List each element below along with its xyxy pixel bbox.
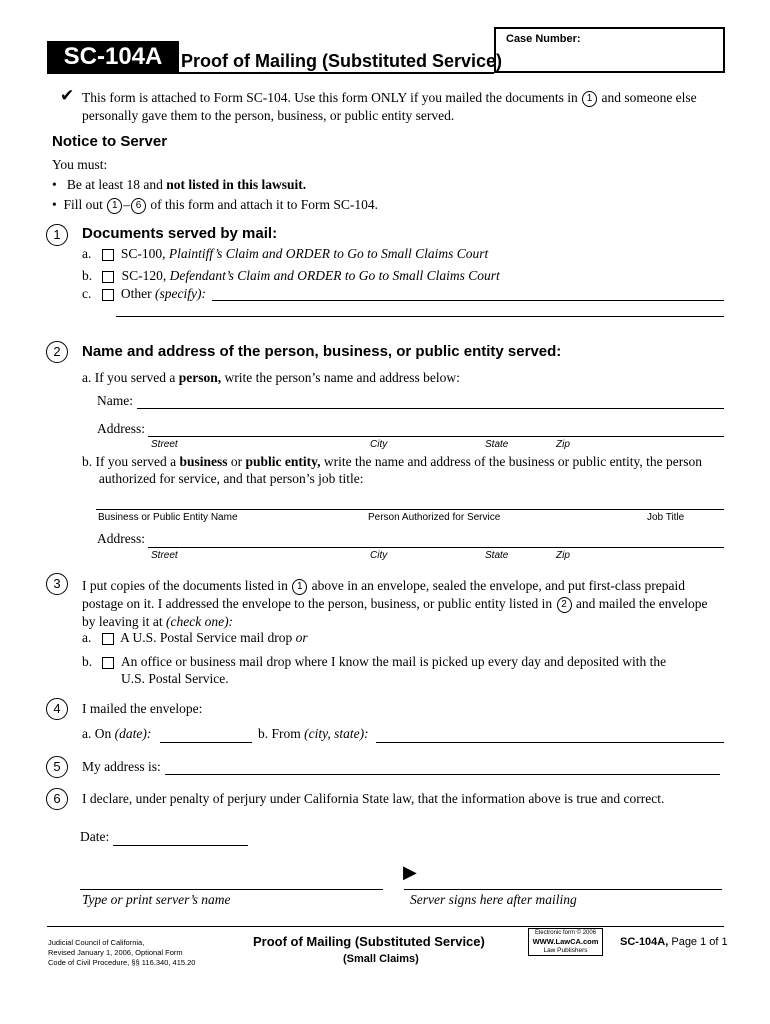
date-label: Date: [80, 829, 110, 844]
notice-bullet-2: • Fill out 1 – 6 of this form and attach it to Form SC-104. [52, 197, 378, 212]
s2-business-label: Business or Public Entity Name [98, 512, 238, 523]
s1-checkbox-c[interactable] [102, 289, 114, 301]
s2-address-field[interactable] [148, 436, 724, 437]
case-number-label: Case Number: [506, 33, 581, 45]
s3-item-a: a. A U.S. Postal Service mail drop or [82, 630, 308, 645]
s2-address-field-2[interactable] [148, 547, 724, 548]
s2-state-label: State [485, 439, 509, 450]
footer-rule [47, 926, 724, 927]
s2-street-label-2: Street [151, 550, 178, 561]
s2-city-label: City [370, 439, 388, 450]
notice-you-must: You must: [52, 157, 108, 172]
server-name-caption: Type or print server’s name [82, 892, 231, 907]
ref-circle-1: 1 [107, 198, 122, 214]
footer-form-page: SC-104A, Page 1 of 1 [620, 936, 728, 948]
s2-b-text: b. If you served a business or public entity, write the name and address of the business or public entity, the person authorized for service, and that person’s job title: [82, 454, 703, 486]
s3-text: I put copies of the documents listed in 1 above in an envelope, sealed the envelope, and put first-class prepaid postage on it. I addressed the envelope to the person, business, or public entity listed in 2 and mailed the envelope by leaving it at (check one): [82, 578, 708, 629]
s1-other-field-2[interactable] [116, 316, 724, 317]
s1-other-field[interactable] [212, 300, 724, 301]
s2-name-label: Name: [97, 393, 133, 408]
checkmark-icon: ✔ [60, 86, 75, 105]
s2-name-field[interactable] [137, 408, 724, 409]
section-5-number: 5 [46, 756, 68, 778]
ref-circle-6: 6 [131, 198, 146, 214]
form-id: SC-104A [63, 43, 163, 70]
footer-title: Proof of Mailing (Substituted Service) [253, 934, 485, 949]
s4-a: a. On (date): [82, 726, 152, 741]
s3-item-b: b. An office or business mail drop where I know the mail is picked up every day and deposited with the U.S. Postal Service. [82, 654, 667, 686]
intro-text: This form is attached to Form SC-104. Use this form ONLY if you mailed the documents in 1 and someone else personally gave them to the person, business, or public entity served. [82, 90, 697, 123]
date-field[interactable] [113, 845, 248, 846]
s1-checkbox-b[interactable] [102, 271, 114, 283]
section-3-number: 3 [46, 573, 68, 595]
section-1-number: 1 [46, 224, 68, 246]
s4-b: b. From (city, state): [258, 726, 369, 741]
header-rule [47, 72, 494, 74]
s2-address-label-2: Address: [97, 531, 145, 546]
page-title: Proof of Mailing (Substituted Service) [181, 51, 503, 71]
section-2-heading: Name and address of the person, business, or public entity served: [82, 343, 562, 360]
s1-item-b: b. SC-120, Defendant’s Claim and ORDER to Go to Small Claims Court [82, 268, 500, 283]
s2-zip-label: Zip [556, 439, 570, 450]
server-name-field[interactable] [80, 889, 383, 890]
s2-zip-label-2: Zip [556, 550, 570, 561]
s2-person-label: Person Authorized for Service [368, 512, 501, 523]
section-2-number: 2 [46, 341, 68, 363]
server-signature-field[interactable] [404, 889, 722, 890]
notice-heading: Notice to Server [52, 133, 168, 150]
s6-text: I declare, under penalty of perjury under California State law, that the information above is true and correct. [82, 791, 665, 806]
s1-item-c: c. Other (specify): [82, 286, 206, 301]
s5-text: My address is: [82, 759, 161, 774]
section-1-heading: Documents served by mail: [82, 225, 278, 242]
s3-checkbox-a[interactable] [102, 633, 114, 645]
s4-city-state-field[interactable] [376, 742, 724, 743]
s2-job-label: Job Title [647, 512, 685, 523]
s4-text: I mailed the envelope: [82, 701, 203, 716]
arrow-right-icon: ▶ [403, 862, 417, 882]
s4-date-field[interactable] [160, 742, 252, 743]
notice-bullet-1: • Be at least 18 and not listed in this lawsuit. [52, 177, 307, 192]
s2-business-field[interactable] [96, 509, 724, 510]
s3-checkbox-b[interactable] [102, 657, 114, 669]
s2-address-label: Address: [97, 421, 145, 436]
ref-circle-2: 2 [557, 597, 572, 613]
s5-address-field[interactable] [165, 774, 720, 775]
section-4-number: 4 [46, 698, 68, 720]
ref-circle-1: 1 [582, 91, 597, 107]
s2-city-label-2: City [370, 550, 388, 561]
footer-subtitle: (Small Claims) [343, 953, 419, 965]
s2-a-text: a. If you served a person, write the person’s name and address below: [82, 370, 460, 385]
s1-checkbox-a[interactable] [102, 249, 114, 261]
form-id-badge [47, 41, 179, 73]
publisher-logo: Electronic form © 2006 WWW.LawCA.com Law Publishers [528, 928, 603, 956]
s2-state-label-2: State [485, 550, 509, 561]
section-6-number: 6 [46, 788, 68, 810]
ref-circle-1: 1 [292, 579, 307, 595]
case-number-box[interactable] [494, 27, 725, 73]
s2-street-label: Street [151, 439, 178, 450]
footer-source: Judicial Council of California, Revised January 1, 2006, Optional Form Code of Civil Procedure, §§ 116.340, 415.20 [48, 938, 196, 967]
server-sign-caption: Server signs here after mailing [410, 892, 577, 907]
s1-item-a: a. SC-100, Plaintiff’s Claim and ORDER to Go to Small Claims Court [82, 246, 489, 261]
